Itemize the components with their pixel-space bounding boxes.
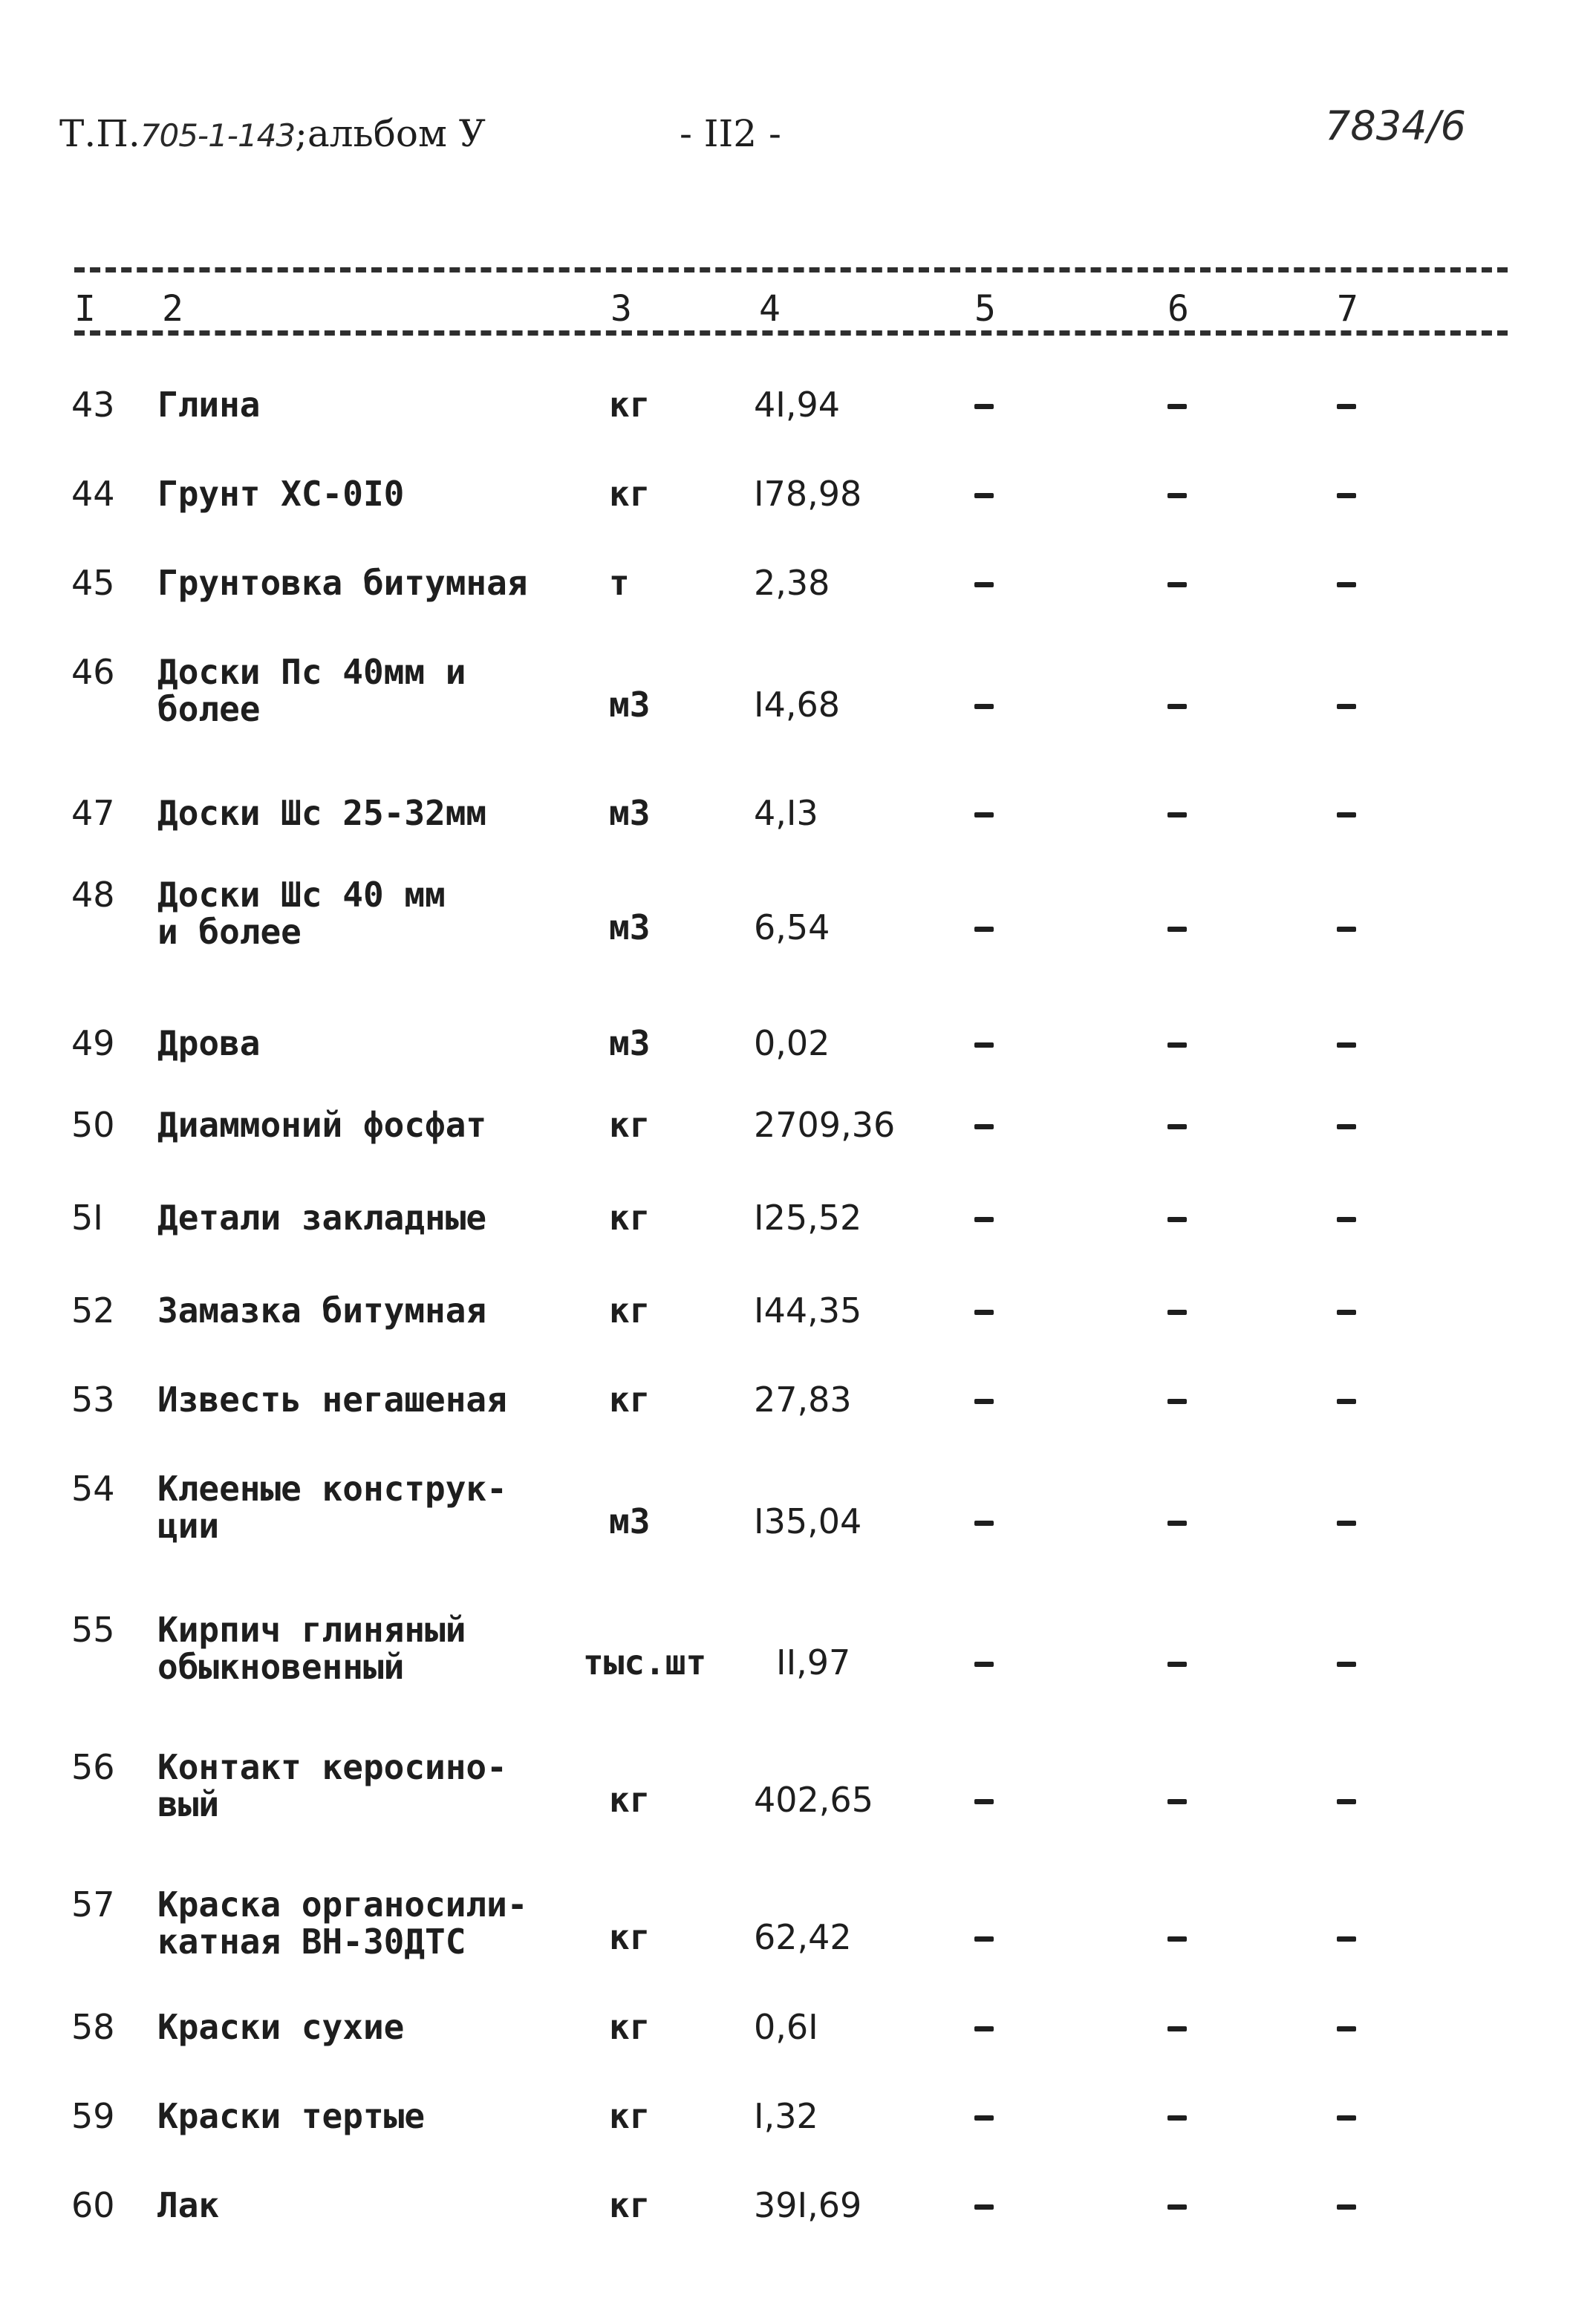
quantity: 4I,94 (754, 385, 840, 425)
handwritten-doc-number: 7834/6 (1325, 102, 1466, 149)
empty-value-dash-col7 (1337, 927, 1356, 932)
row-number: 56 (71, 1747, 115, 1787)
empty-value-dash-col7 (1337, 704, 1356, 709)
empty-value-dash-col7 (1337, 1521, 1356, 1526)
empty-value-dash-col5 (974, 812, 994, 817)
material-name-line1: Кирпич глиняный (157, 1610, 466, 1650)
empty-value-dash-col6 (1167, 1936, 1187, 1942)
empty-value-dash-col6 (1167, 2115, 1187, 2121)
row-number: 57 (71, 1884, 115, 1925)
column-header-3: 3 (610, 288, 632, 330)
empty-value-dash-col5 (974, 927, 994, 932)
empty-value-dash-col6 (1167, 2026, 1187, 2031)
empty-value-dash-col5 (974, 404, 994, 409)
empty-value-dash-col6 (1167, 704, 1187, 709)
column-header-5: 5 (974, 288, 996, 330)
empty-value-dash-col5 (974, 2026, 994, 2031)
empty-value-dash-col5 (974, 1936, 994, 1942)
quantity: 0,02 (754, 1023, 830, 1063)
empty-value-dash-col5 (974, 1799, 994, 1804)
unit: кг (609, 1290, 651, 1331)
album-label: ;альбом У (295, 112, 486, 155)
empty-value-dash-col6 (1167, 404, 1187, 409)
material-name-line1: Краски сухие (157, 2007, 405, 2047)
empty-value-dash-col5 (974, 1042, 994, 1048)
material-name-line1: Глина (157, 385, 261, 425)
row-number: 54 (71, 1469, 115, 1509)
empty-value-dash-col6 (1167, 1662, 1187, 1667)
material-name (157, 876, 446, 950)
material-name-line1: Грунтовка битумная (157, 563, 528, 603)
row-number: 52 (71, 1290, 115, 1331)
row-number: 53 (71, 1380, 115, 1420)
empty-value-dash-col7 (1337, 1124, 1356, 1129)
material-name (157, 1470, 507, 1544)
row-number: 50 (71, 1105, 115, 1145)
row-number: 44 (71, 474, 115, 514)
quantity: I4,68 (754, 685, 840, 725)
column-header-7: 7 (1337, 288, 1358, 330)
unit: кг (609, 1105, 651, 1145)
empty-value-dash-col7 (1337, 1399, 1356, 1404)
material-name-line2: ции (157, 1506, 220, 1546)
unit: м3 (609, 1023, 651, 1063)
material-name (157, 1292, 486, 1329)
quantity: 6,54 (754, 907, 830, 947)
material-name-line1: Диаммоний фосфат (157, 1105, 487, 1145)
row-number: 45 (71, 563, 115, 603)
quantity: 27,83 (754, 1380, 852, 1420)
page-number: - II2 - (680, 112, 781, 155)
material-name (157, 1749, 507, 1823)
unit: кг (609, 2096, 651, 2136)
empty-value-dash-col5 (974, 1124, 994, 1129)
material-name-line1: Краски тертые (157, 2096, 426, 2136)
column-header-1: I (74, 288, 96, 330)
material-name-line2: вый (157, 1784, 220, 1824)
unit: кг (609, 385, 651, 425)
material-name-line1: Известь негашеная (157, 1380, 507, 1420)
material-name-line1: Доски Шс 40 мм (157, 875, 446, 915)
empty-value-dash-col6 (1167, 1799, 1187, 1804)
empty-value-dash-col6 (1167, 1399, 1187, 1404)
empty-value-dash-col5 (974, 493, 994, 498)
empty-value-dash-col7 (1337, 812, 1356, 817)
quantity: I78,98 (754, 474, 862, 514)
unit: кг (609, 1198, 651, 1238)
material-name (157, 2008, 404, 2046)
row-number: 47 (71, 793, 115, 833)
material-name (157, 2098, 425, 2135)
unit: кг (609, 2185, 651, 2225)
unit: тыс.шт (583, 1642, 707, 1682)
document-code (59, 111, 486, 158)
material-name (157, 564, 528, 601)
empty-value-dash-col7 (1337, 2204, 1356, 2210)
quantity: I25,52 (754, 1198, 862, 1238)
unit: м3 (609, 1501, 651, 1541)
material-name (157, 475, 404, 512)
row-number: 43 (71, 385, 115, 425)
material-name-line1: Доски Шс 25-32мм (157, 793, 487, 833)
quantity: I35,04 (754, 1501, 862, 1541)
material-name-line2: более (157, 689, 261, 729)
material-name (157, 653, 466, 728)
unit: кг (609, 1917, 651, 1957)
quantity: 4,I3 (754, 793, 818, 833)
material-name-line1: Грунт ХС-0I0 (157, 474, 405, 514)
quantity: I44,35 (754, 1290, 862, 1331)
material-name-line1: Доски Пс 40мм и (157, 652, 466, 692)
row-number: 46 (71, 652, 115, 692)
row-number: 55 (71, 1610, 115, 1650)
empty-value-dash-col6 (1167, 2204, 1187, 2210)
material-name (157, 2187, 219, 2224)
table-header-rule (74, 330, 1508, 336)
quantity: 0,6I (754, 2007, 818, 2047)
material-name-line1: Лак (157, 2185, 220, 2225)
empty-value-dash-col7 (1337, 2026, 1356, 2031)
unit: кг (609, 1780, 651, 1820)
empty-value-dash-col7 (1337, 1799, 1356, 1804)
unit: т (609, 563, 630, 603)
unit: кг (609, 1380, 651, 1420)
empty-value-dash-col6 (1167, 582, 1187, 587)
quantity: 39I,69 (754, 2185, 862, 2225)
row-number: 49 (71, 1023, 115, 1063)
unit: м3 (609, 907, 651, 947)
material-name-line1: Клееные конструк- (157, 1469, 507, 1509)
handwritten-code: 705-1-143 (140, 117, 296, 154)
empty-value-dash-col6 (1167, 1124, 1187, 1129)
empty-value-dash-col6 (1167, 1310, 1187, 1315)
material-name-line2: катная ВН-30ДТС (157, 1922, 466, 1962)
quantity: 2,38 (754, 563, 830, 603)
empty-value-dash-col7 (1337, 1042, 1356, 1048)
row-number: 60 (71, 2185, 115, 2225)
empty-value-dash-col5 (974, 1310, 994, 1315)
empty-value-dash-col5 (974, 704, 994, 709)
material-name-line1: Контакт керосино- (157, 1747, 507, 1787)
column-header-4: 4 (759, 288, 781, 330)
empty-value-dash-col7 (1337, 1217, 1356, 1222)
empty-value-dash-col6 (1167, 1042, 1187, 1048)
row-number: 48 (71, 875, 115, 915)
empty-value-dash-col7 (1337, 1936, 1356, 1942)
quantity: II,97 (776, 1642, 851, 1682)
empty-value-dash-col6 (1167, 1521, 1187, 1526)
row-number: 5I (71, 1198, 103, 1238)
material-name-line1: Замазка битумная (157, 1290, 487, 1331)
empty-value-dash-col7 (1337, 1662, 1356, 1667)
empty-value-dash-col7 (1337, 582, 1356, 587)
material-name (157, 794, 486, 832)
unit: м3 (609, 685, 651, 725)
quantity: I,32 (754, 2096, 818, 2136)
column-header-6: 6 (1167, 288, 1189, 330)
row-number: 59 (71, 2096, 115, 2136)
row-number: 58 (71, 2007, 115, 2047)
unit: кг (609, 2007, 651, 2047)
code-prefix: Т.П. (59, 112, 140, 155)
material-name-line1: Краска органосили- (157, 1884, 528, 1925)
unit: м3 (609, 793, 651, 833)
empty-value-dash-col7 (1337, 493, 1356, 498)
material-name (157, 386, 260, 423)
empty-value-dash-col7 (1337, 404, 1356, 409)
material-name (157, 1025, 260, 1062)
material-name (157, 1199, 486, 1236)
empty-value-dash-col5 (974, 1521, 994, 1526)
quantity: 2709,36 (754, 1105, 896, 1145)
material-name-line1: Дрова (157, 1023, 261, 1063)
empty-value-dash-col5 (974, 582, 994, 587)
empty-value-dash-col5 (974, 1217, 994, 1222)
empty-value-dash-col6 (1167, 493, 1187, 498)
material-name (157, 1381, 507, 1418)
empty-value-dash-col6 (1167, 927, 1187, 932)
quantity: 402,65 (754, 1780, 873, 1820)
empty-value-dash-col6 (1167, 1217, 1187, 1222)
unit: кг (609, 474, 651, 514)
column-header-2: 2 (162, 288, 183, 330)
empty-value-dash-col5 (974, 2204, 994, 2210)
empty-value-dash-col5 (974, 1399, 994, 1404)
empty-value-dash-col5 (974, 1662, 994, 1667)
empty-value-dash-col7 (1337, 2115, 1356, 2121)
table-top-rule (74, 267, 1508, 272)
quantity: 62,42 (754, 1917, 852, 1957)
empty-value-dash-col6 (1167, 812, 1187, 817)
empty-value-dash-col7 (1337, 1310, 1356, 1315)
material-name (157, 1106, 486, 1143)
material-name (157, 1611, 466, 1685)
material-name-line2: и более (157, 912, 302, 952)
empty-value-dash-col5 (974, 2115, 994, 2121)
material-name-line1: Детали закладные (157, 1198, 487, 1238)
material-name-line2: обыкновенный (157, 1647, 405, 1687)
material-name (157, 1886, 528, 1960)
